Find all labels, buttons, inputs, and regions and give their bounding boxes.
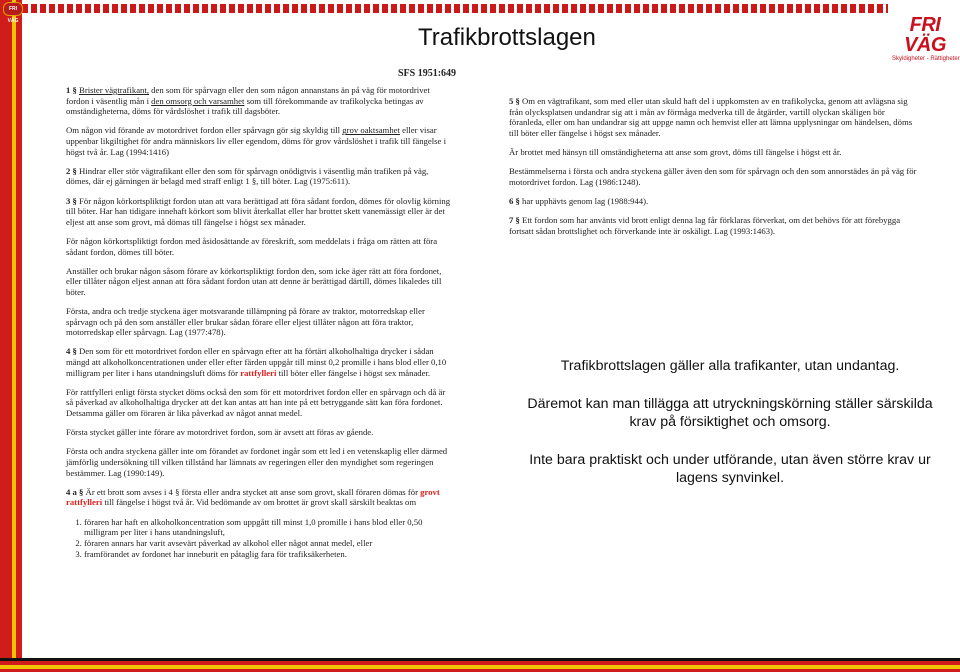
paragraph-5-3: Bestämmelserna i första och andra styckena gäller även den som för spårvagn och den som annorstädes än på väg för motordrivet fordon. Lag (1986:1248). [509,166,917,187]
paragraph-4-2: För rattfylleri enligt första stycket döms också den som för ett motordrivet fordon eller en spårvagn och då är så påverkad av alkoholhaltiga drycker att det kan antas att han inte på ett betryggande sätt kan föra fordonet. Detsamma gäller om föraren är lika påverkad av något annat medel. [66,386,446,418]
criteria-list [66,517,454,560]
callout-line-1: Trafikbrottslagen gäller alla trafikanter, utan undantag. [560,358,900,374]
paragraph-7: 7 § Ett fordon som har använts vid brott enligt denna lag får förklaras förverkat, om det behövs för att förebygga fortsatt sådan brottslighet och förverkande inte är oskäligt. Lag (1993:1463). [509,215,901,236]
page-title: Trafikbrottslagen [418,24,596,51]
paragraph-3-3: Anställer och brukar någon såsom förare av körkortspliktigt fordon den, som icke äger rätt att föra fordonet, eller tillåter någon eljest annan att föra sådant fordon utan att denne är berättigad därtill, dömes likaledes till böter. [66,265,442,297]
left-law-column [66,85,454,560]
callout-line-3: Inte bara praktiskt och under utförande, utan även större krav ur lagens synvinkel. [529,451,931,486]
top-dashed-stripe [22,4,888,13]
left-color-stripe [0,0,22,658]
paragraph-4a: 4 a § Är ett brott som avses i 4 § första eller andra stycket att anse som grovt, skall föraren dömas för grovt rattfylleri till fängelse i högst två år. Vid bedömande av om brottet är grovt skall särskilt beaktas om [66,486,440,508]
paragraph-5-2: Är brottet med hänsyn till omständigheterna att anse som grovt, döms till fängelse i högst ett år. [509,146,842,157]
paragraph-3-2: För någon körkortspliktigt fordon med åsidosättande av föreskrift, som meddelats i fråga om rätten att föra sådant fordon, dömes till böter. [66,235,438,257]
callout-line-2: Däremot kan man tillägga att utryckningskörning ställer särskilda krav på försiktighet och omsorg. [527,395,933,430]
paragraph-4: 4 § Den som för ett motordrivet fordon eller en spårvagn efter att ha förtärt alkoholhaltiga drycker i sådan mängd att alkoholkoncentrationen under eller efter färden uppgår till minst 0,2 promille i hans blod eller 0,10 milligram per liter i hans utandningsluft döms för rattfylleri till böter eller fängelse i högst sex månader. [66,346,447,378]
sfs-number: SFS 1951:649 [398,68,457,79]
logo-tagline: Skyldigheter - Rättigheter [892,56,960,62]
right-law-column [509,96,921,245]
paragraph-4-3: Första stycket gäller inte förare av motordrivet fordon, som är avsett att föras av gående. [66,427,374,438]
paragraph-3-4: Första, andra och tredje styckena äger motsvarande tillämpning på förare av traktor, motorredskap eller spårvagn och på den som anställer eller brukar sådan förare eller eljest tillåter någon att föra traktor, motorredskap eller spårvagn. Lag (1977:478). [66,306,425,338]
paragraph-3: 3 § För någon körkortspliktigt fordon utan att vara berättigad att föra sådant fordon, dömes för olovlig körning till böter. Har han tidigare innehaft körkort som blivit återkallat eller har brottet skett vanemässigt eller är det eljest att anse som grovt, må dömas till fängelse i högst sex månader. [66,195,451,227]
paragraph-5: 5 § Om en vägtrafikant, som med eller utan skuld haft del i uppkomsten av en trafikolycka, genom att avlägsna sig från olycksplatsen undandrar sig att i mån av förmåga medverka till de åtgärder, vartill olyckan skäligen bör föranleda, eller om han undandrar sig att uppge namn och hemvist eller att lämna upplysningar om händelsen, döms till böter eller fängelse i högst sex månader. [509,96,913,138]
paragraph-2: 2 § Hindrar eller stör vägtrafikant eller den som för spårvagn onödigtvis i väsentlig mån trafiken på väg, dömes, där ej gärningen är belagd med straff enligt 1 §, till böter. Lag (1975:611). [66,165,429,187]
small-logo-badge: FRI VÄG [3,2,23,16]
list-item: 1. föraren har haft en alkoholkoncentration som uppgått till minst 1,0 promille i hans blod eller 0,50 milligram per liter i hans utandningsluft, [84,517,454,538]
paragraph-6: 6 § har upphävts genom lag (1988:944). [509,195,649,206]
fri-vag-logo [892,15,958,63]
paragraph-4-4: Första och andra styckena gäller inte om förandet av fordonet ingår som ett led i en vetenskaplig eller därmed jämförlig undersökning till vilken tillstånd har lämnats av regeringen eller den myndighet som regeringen bestämmer. Lag (1990:149). [66,446,448,478]
list-item: 2. föraren annars har varit avsevärt påverkad av alkohol eller något annat medel, eller [84,538,454,549]
paragraph-1: 1 § Brister vägtrafikant, den som för spårvagn eller den som någon annanstans än på väg för motordrivet fordon i väsentlig mån i den omsorg och varsamhet som till förekommande av trafikolycka betingas av omständigheterna, döms för vårdslöshet i trafik till dagsböter. [66,85,430,117]
logo-text: FRI VÄG [904,14,946,56]
summary-callout [520,357,940,507]
list-item: 3. framförandet av fordonet har inneburit en påtaglig fara för trafiksäkerheten. [84,549,454,560]
bottom-color-stripe [0,658,960,672]
paragraph-1-2: Om någon vid förande av motordrivet fordon eller spårvagn gör sig skyldig till grov oaktsamhet eller visar uppenbar likgiltighet för andra människors liv eller egendom, döms för grov vårdslöshet i trafik till fängelse i högst två år. Lag (1994:1416) [66,125,446,157]
